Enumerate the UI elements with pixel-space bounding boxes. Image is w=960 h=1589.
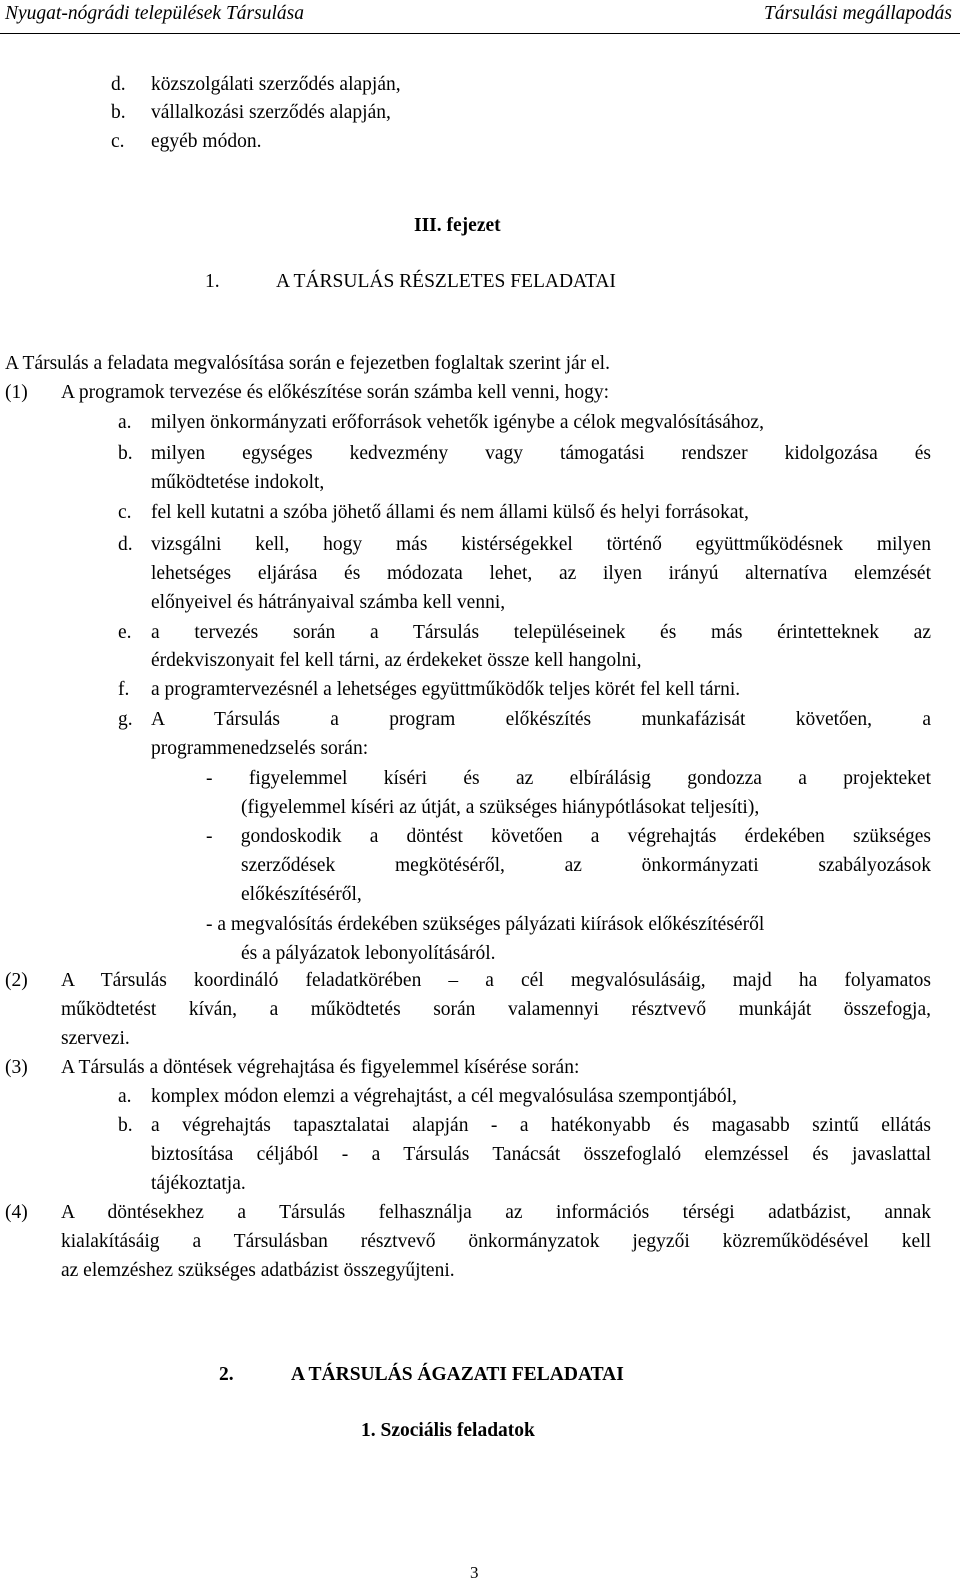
list-item-line: működtetése indokolt, bbox=[151, 472, 325, 493]
list-item-line: milyen önkormányzati erőforrások vehetők igénybe a célok megvalósításához, bbox=[151, 412, 764, 433]
list-marker: d. bbox=[118, 534, 133, 555]
paragraph-lead: A Társulás a döntések végrehajtása és figyelemmel kísérése során: bbox=[61, 1057, 580, 1078]
list-item-line: vizsgálni kell, hogy más kistérségekkel történő együttműködésnek milyen bbox=[151, 534, 931, 555]
list-item-line: komplex módon elemzi a végrehajtást, a cél megvalósulása szempontjából, bbox=[151, 1086, 737, 1107]
section-title: A TÁRSULÁS ÁGAZATI FELADATAI bbox=[291, 1364, 624, 1385]
list-marker: c. bbox=[111, 131, 125, 152]
list-marker: a. bbox=[118, 412, 132, 433]
list-item: vállalkozási szerződés alapján, bbox=[151, 102, 391, 123]
dash-item-line: előkészítéséről, bbox=[241, 884, 362, 905]
list-marker: b. bbox=[118, 1115, 133, 1136]
list-item-line: a tervezés során a Társulás településeinek és más érintetteknek az bbox=[151, 622, 931, 643]
dash-item-line: és a pályázatok lebonyolításáról. bbox=[241, 943, 496, 964]
page-header bbox=[0, 0, 960, 34]
list-item-line: lehetséges eljárása és módozata lehet, az ilyen irányú alternatíva elemzését bbox=[151, 563, 931, 584]
list-item-line: programmenedzselés során: bbox=[151, 738, 369, 759]
list-item: közszolgálati szerződés alapján, bbox=[151, 74, 401, 95]
chapter-title: III. fejezet bbox=[414, 215, 501, 236]
page-number: 3 bbox=[470, 1563, 479, 1582]
section-number: 1. bbox=[205, 271, 220, 292]
list-marker: g. bbox=[118, 709, 133, 730]
list-marker: b. bbox=[118, 443, 133, 464]
list-item-line: előnyeivel és hátrányaival számba kell venni, bbox=[151, 592, 506, 613]
paragraph-line: működtetést kíván, a működtetés során valamennyi résztvevő munkáját összefogja, bbox=[61, 999, 931, 1020]
list-marker: b. bbox=[111, 102, 126, 123]
paragraph-lead: A programok tervezése és előkészítése során számba kell venni, hogy: bbox=[61, 382, 609, 403]
list-item-line: a programtervezésnél a lehetséges együttműködők teljes körét fel kell tárni. bbox=[151, 679, 741, 700]
paragraph-number: (2) bbox=[5, 970, 28, 991]
paragraph-number: (1) bbox=[5, 382, 28, 403]
list-item-line: érdekviszonyait fel kell tárni, az érdekeket össze kell hangolni, bbox=[151, 650, 642, 671]
paragraph-number: (4) bbox=[5, 1202, 28, 1223]
dash-item-line: (figyelemmel kíséri az útját, a szükséges hiánypótlásokat teljesíti), bbox=[241, 797, 760, 818]
dash-item-line: - a megvalósítás érdekében szükséges pályázati kiírások előkészítéséről bbox=[206, 914, 765, 935]
list-marker: f. bbox=[118, 679, 130, 700]
dash-item-line: - figyelemmel kíséri és az elbírálásig gondozza a projekteket bbox=[206, 768, 931, 789]
section-title: A TÁRSULÁS RÉSZLETES FELADATAI bbox=[276, 271, 616, 292]
intro-paragraph: A Társulás a feladata megvalósítása során e fejezetben foglaltak szerint jár el. bbox=[5, 353, 610, 374]
dash-item-line: szerződések megkötéséről, az önkormányzati szabályozások bbox=[241, 855, 931, 876]
list-item-line: fel kell kutatni a szóba jöhető állami és nem állami külső és helyi forrásokat, bbox=[151, 502, 749, 523]
list-marker: a. bbox=[118, 1086, 132, 1107]
section-number: 2. bbox=[219, 1364, 234, 1385]
paragraph-line: A döntésekhez a Társulás felhasználja az információs térségi adatbázist, annak bbox=[61, 1202, 931, 1223]
subsection-title: 1. Szociális feladatok bbox=[361, 1420, 535, 1441]
paragraph-line: A Társulás koordináló feladatkörében – a cél megvalósulásáig, majd ha folyamatos bbox=[61, 970, 931, 991]
paragraph-number: (3) bbox=[5, 1057, 28, 1078]
header-right: Társulási megállapodás bbox=[764, 3, 952, 24]
list-item-line: milyen egységes kedvezmény vagy támogatási rendszer kidolgozása és bbox=[151, 443, 931, 464]
header-left: Nyugat-nógrádi települések Társulása bbox=[5, 3, 304, 24]
paragraph-line: kialakításáig a Társulásban résztvevő önkormányzatok jegyzői közreműködésével kell bbox=[61, 1231, 931, 1252]
dash-item-line: - gondoskodik a döntést követően a végrehajtás érdekében szükséges bbox=[206, 826, 931, 847]
list-item-line: tájékoztatja. bbox=[151, 1173, 246, 1194]
list-item-line: biztosítása céljából - a Társulás Tanácsát összefoglaló elemzéssel és javaslattal bbox=[151, 1144, 931, 1165]
paragraph-line: szervezi. bbox=[61, 1028, 130, 1049]
list-marker: c. bbox=[118, 502, 132, 523]
paragraph-line: az elemzéshez szükséges adatbázist összegyűjteni. bbox=[61, 1260, 455, 1281]
list-item: egyéb módon. bbox=[151, 131, 262, 152]
list-item-line: A Társulás a program előkészítés munkafázisát követően, a bbox=[151, 709, 931, 730]
list-item-line: a végrehajtás tapasztalatai alapján - a hatékonyabb és magasabb szintű ellátás bbox=[151, 1115, 931, 1136]
list-marker: d. bbox=[111, 74, 126, 95]
list-marker: e. bbox=[118, 622, 132, 643]
